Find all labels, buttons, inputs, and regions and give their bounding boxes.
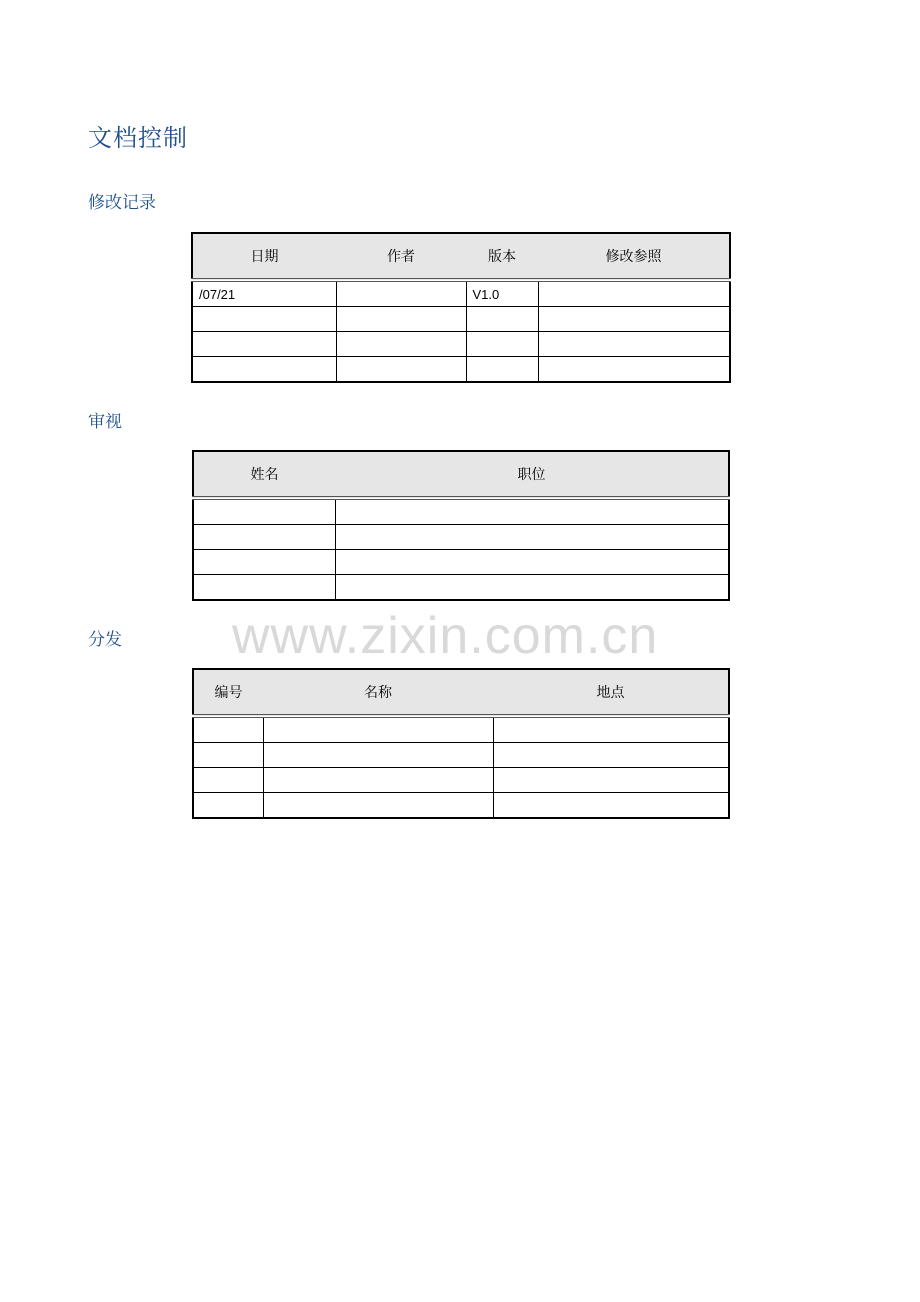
document-title: 文档控制 <box>88 124 188 152</box>
revision-cell-reference <box>538 280 730 307</box>
table-row <box>192 332 730 357</box>
table-row <box>193 716 729 743</box>
distribution-cell-name <box>263 743 493 768</box>
revision-cell-date: /07/21 <box>192 280 336 307</box>
distribution-cell-location <box>493 768 729 793</box>
table-row <box>193 743 729 768</box>
review-cell-position <box>335 575 729 601</box>
distribution-table <box>192 668 730 819</box>
distribution-header-row <box>193 669 729 716</box>
revision-col-version: 版本 <box>466 233 538 280</box>
distribution-cell-name <box>263 768 493 793</box>
revision-header-row <box>192 233 730 280</box>
review-header-row <box>193 451 729 498</box>
revision-cell-date <box>192 332 336 357</box>
review-cell-name <box>193 525 335 550</box>
revision-col-date: 日期 <box>192 233 336 280</box>
review-heading: 审视 <box>88 412 122 432</box>
table-row <box>193 550 729 575</box>
table-row <box>192 357 730 383</box>
watermark: www.zixin.com.cn <box>232 607 659 665</box>
distribution-cell-location <box>493 716 729 743</box>
review-cell-name <box>193 550 335 575</box>
table-row <box>193 498 729 525</box>
revision-cell-author <box>336 280 466 307</box>
revision-cell-version <box>466 332 538 357</box>
revision-table <box>191 232 731 383</box>
table-row <box>193 575 729 601</box>
distribution-cell-number <box>193 743 263 768</box>
review-cell-position <box>335 525 729 550</box>
revision-col-reference: 修改参照 <box>538 233 730 280</box>
revision-cell-reference <box>538 357 730 383</box>
distribution-cell-number <box>193 793 263 819</box>
revision-heading: 修改记录 <box>88 193 156 213</box>
review-col-position: 职位 <box>335 451 729 498</box>
distribution-cell-location <box>493 743 729 768</box>
table-row <box>193 768 729 793</box>
revision-cell-reference <box>538 307 730 332</box>
revision-cell-author <box>336 357 466 383</box>
table-row <box>193 793 729 819</box>
revision-cell-reference <box>538 332 730 357</box>
distribution-col-name: 名称 <box>263 669 493 716</box>
distribution-cell-name <box>263 716 493 743</box>
review-cell-name <box>193 575 335 601</box>
distribution-cell-number <box>193 716 263 743</box>
review-cell-name <box>193 498 335 525</box>
distribution-col-location: 地点 <box>493 669 729 716</box>
review-table <box>192 450 730 601</box>
revision-cell-date <box>192 357 336 383</box>
revision-cell-version <box>466 307 538 332</box>
review-cell-position <box>335 550 729 575</box>
distribution-col-number: 编号 <box>193 669 263 716</box>
revision-cell-author <box>336 307 466 332</box>
revision-cell-version: V1.0 <box>466 280 538 307</box>
revision-cell-author <box>336 332 466 357</box>
revision-cell-version <box>466 357 538 383</box>
distribution-cell-name <box>263 793 493 819</box>
review-cell-position <box>335 498 729 525</box>
distribution-cell-location <box>493 793 729 819</box>
table-row <box>193 525 729 550</box>
table-row <box>192 307 730 332</box>
distribution-heading: 分发 <box>88 630 122 650</box>
revision-cell-date <box>192 307 336 332</box>
review-col-name: 姓名 <box>193 451 335 498</box>
distribution-cell-number <box>193 768 263 793</box>
table-row <box>192 280 730 307</box>
revision-col-author: 作者 <box>336 233 466 280</box>
